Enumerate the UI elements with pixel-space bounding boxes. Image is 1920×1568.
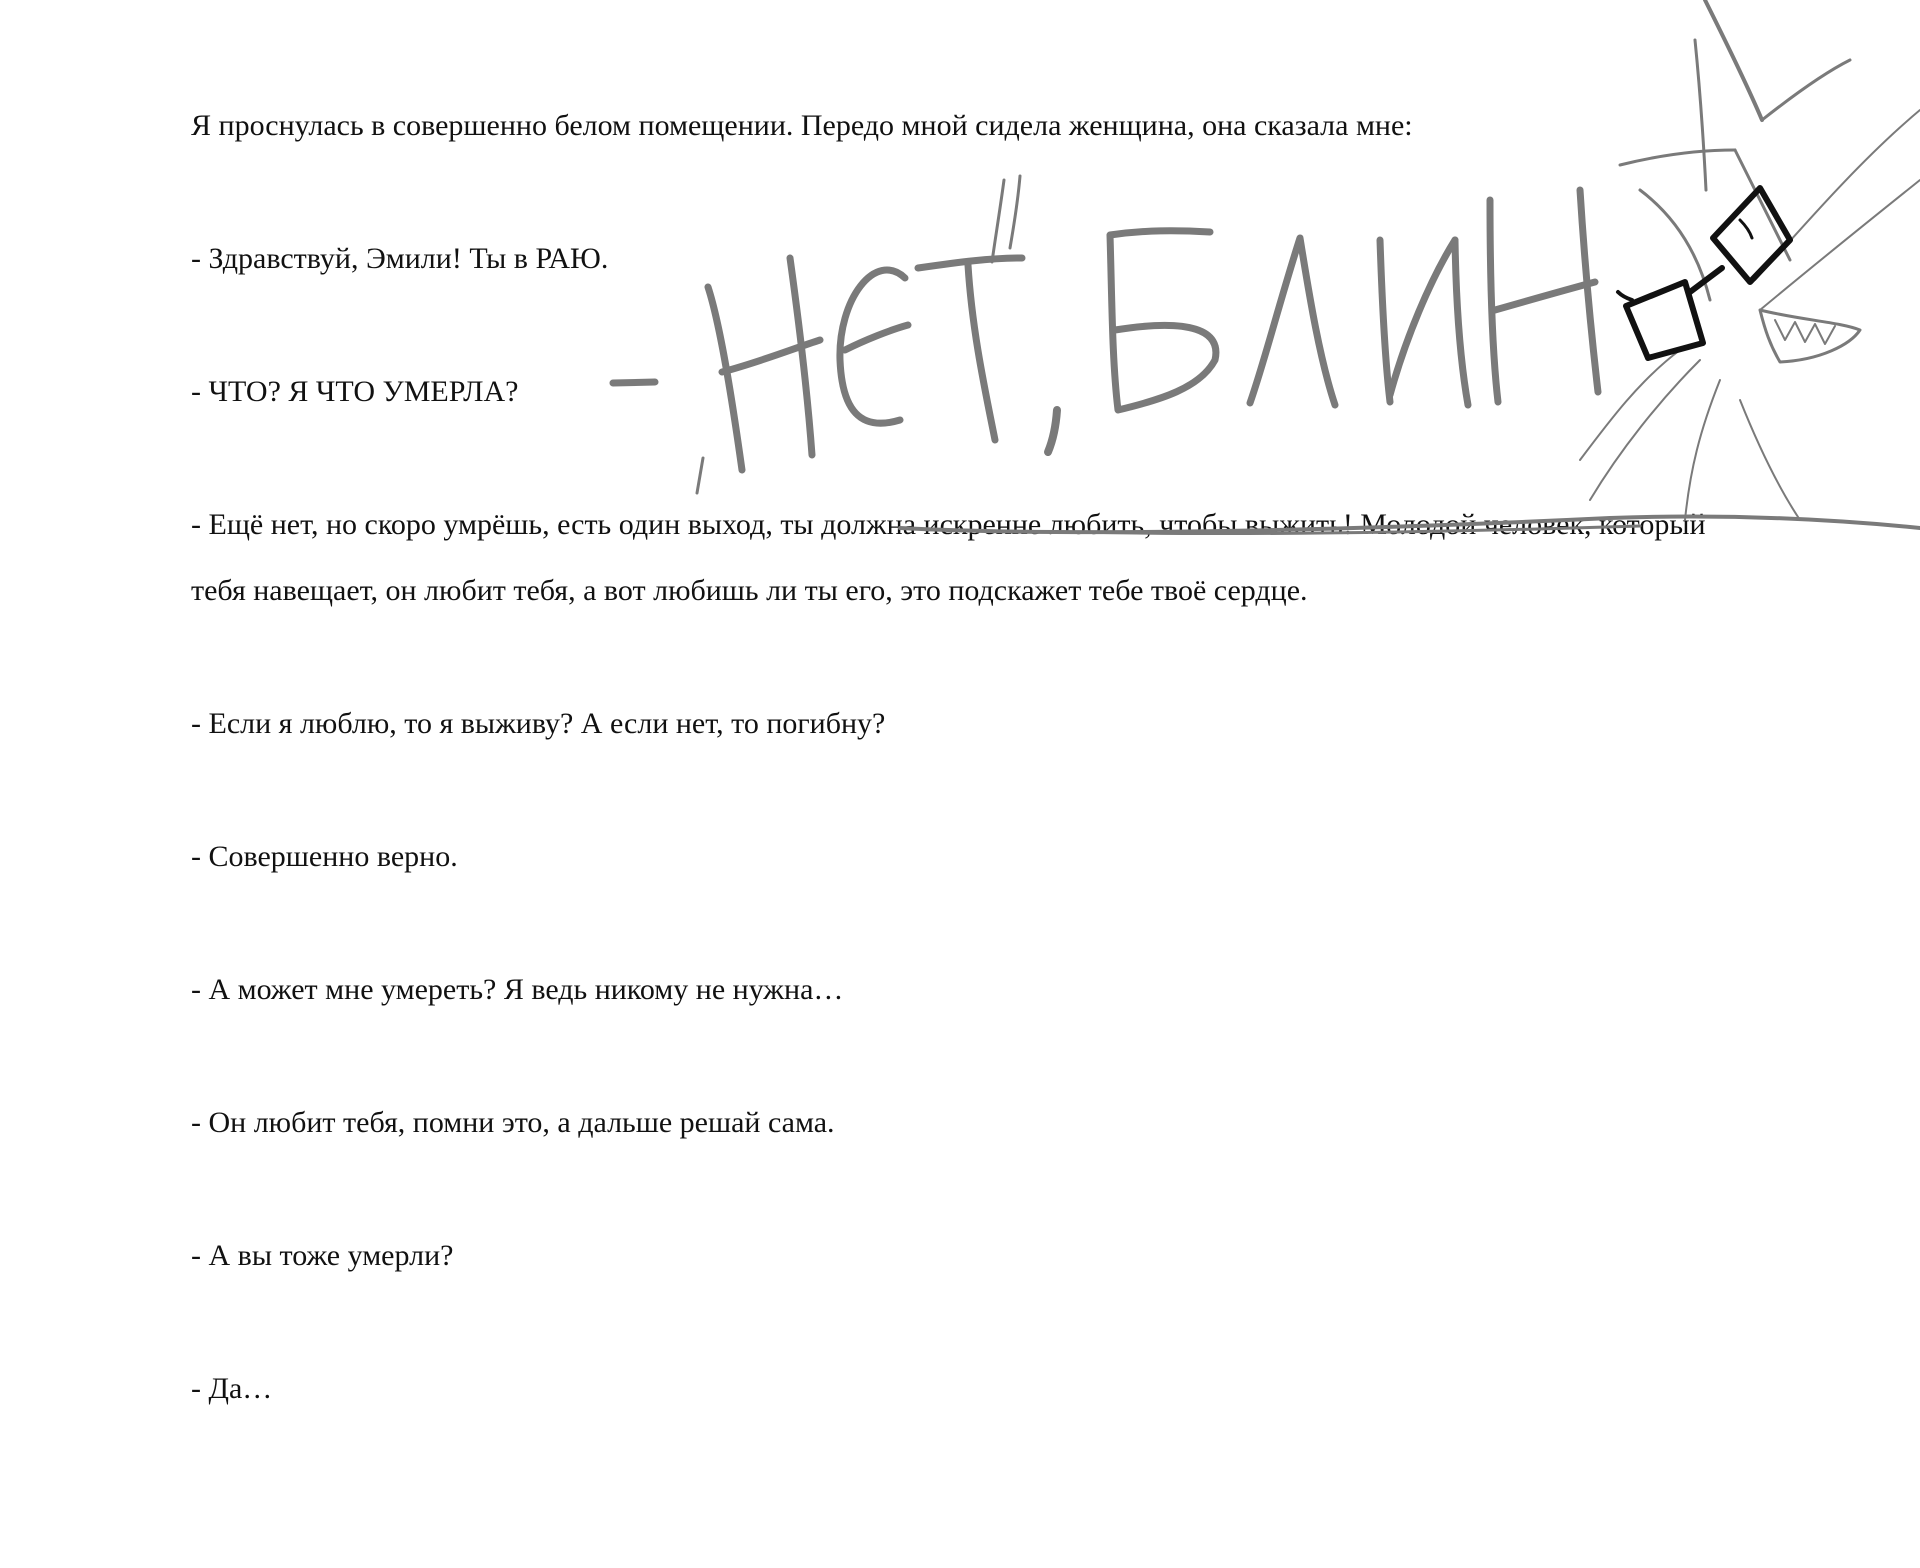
paragraph-4: - Ещё нет, но скоро умрёшь, есть один выход, ты должна искренне любить, чтобы выжить! Молодой человек, который тебя навещает, он любит тебя, а вот любишь ли ты его, это подскажет тебе твоё сердце. xyxy=(191,508,1714,607)
paragraph-1: Я проснулась в совершенно белом помещении. Передо мной сидела женщина, она сказала мне: xyxy=(191,109,1413,142)
paragraph-10: - Да… xyxy=(191,1372,273,1405)
paragraph-5: - Если я люблю, то я выживу? А если нет, то погибну? xyxy=(191,707,886,740)
paragraph-2: - Здравствуй, Эмили! Ты в РАЮ. xyxy=(191,242,609,275)
story-text xyxy=(191,93,1751,1489)
paragraph-6: - Совершенно верно. xyxy=(191,840,458,873)
paragraph-8: - Он любит тебя, помни это, а дальше решай сама. xyxy=(191,1106,835,1139)
paragraph-9: - А вы тоже умерли? xyxy=(191,1239,454,1272)
paragraph-3: - ЧТО? Я ЧТО УМЕРЛА? xyxy=(191,375,519,408)
paragraph-7: - А может мне умереть? Я ведь никому не нужна… xyxy=(191,973,844,1006)
